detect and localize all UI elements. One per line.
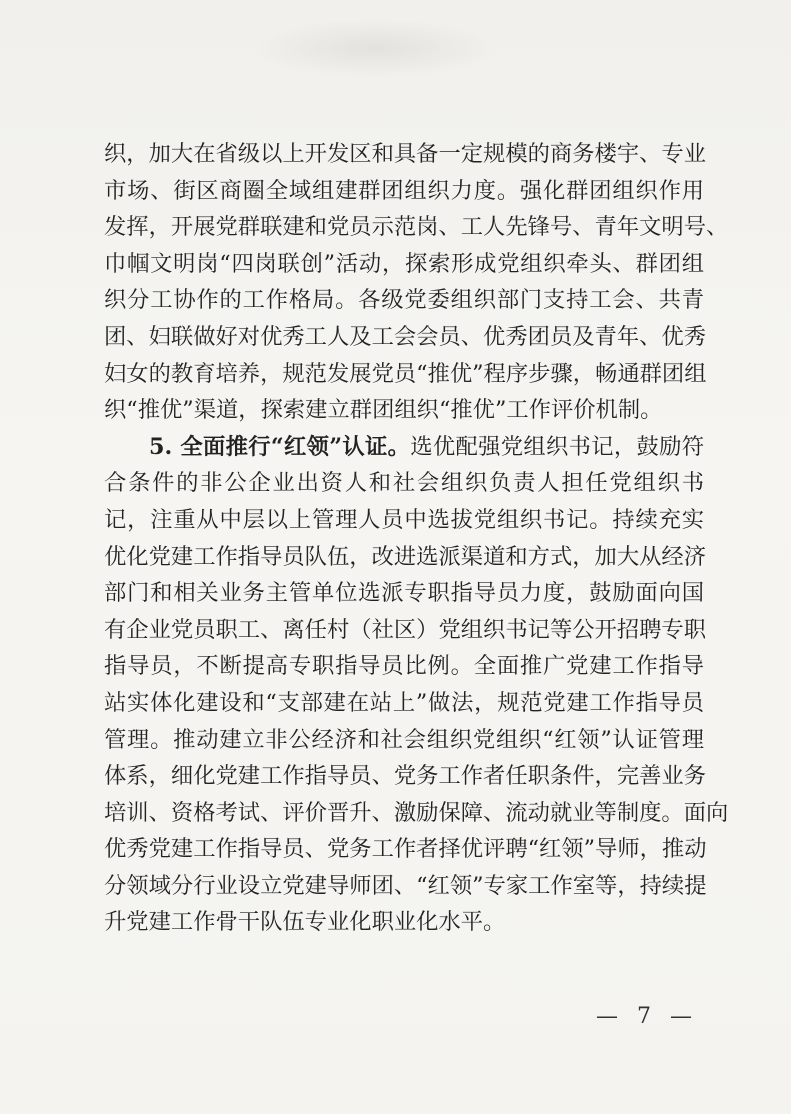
paragraph-2-line: 部门和相关业务主管单位选派专职指导员力度，鼓励面向国 [104, 580, 704, 607]
paragraph-1-line: 妇女的教育培养，规范发展党员“推优”程序步骤，畅通群团组 [104, 360, 707, 387]
paragraph-2-line: 管理。推动建立非公经济和社会组织党组织“红领”认证管理 [104, 726, 704, 753]
paragraph-2-line: 优化党建工作指导员队伍，改进选派渠道和方式，加大从经济 [104, 543, 707, 570]
page-number: — 7 — [596, 1004, 698, 1029]
scan-bleed-through [250, 18, 500, 78]
paragraph-1-line: 发挥，开展党群联建和党员示范岗、工人先锋号、青年文明号、 [104, 214, 729, 241]
paragraph-2-first-line-text: 选优配强党组织书记，鼓励符 [410, 433, 704, 460]
paragraph-2-line: 记，注重从中层以上管理人员中选拔党组织书记。持续充实 [104, 506, 704, 533]
paragraph-1-line: 织，加大在省级以上开发区和具备一定规模的商务楼宇、专业 [104, 141, 707, 167]
paragraph-2-line: 升党建工作骨干队伍专业化职业化水平。 [104, 909, 506, 936]
paragraph-1-line: 团、妇联做好对优秀工人及工会会员、优秀团员及青年、优秀 [104, 323, 707, 350]
paragraph-1-line: 织分工协作的工作格局。各级党委组织部门支持工会、共青 [104, 287, 704, 314]
paragraph-2-line: 体系，细化党建工作指导员、党务工作者任职条件，完善业务 [104, 763, 707, 790]
paragraph-1-line: 织“推优”渠道，探索建立群团组织“推优”工作评价机制。 [104, 397, 663, 424]
paragraph-1-line: 巾帼文明岗“四岗联创”活动，探索形成党组织牵头、群团组 [104, 250, 704, 277]
section-heading: 5. 全面推行“红领”认证。 [149, 433, 411, 460]
paragraph-2-line: 优秀党建工作指导员、党务工作者择优评聘“红领”导师，推动 [104, 836, 707, 863]
document-body [104, 136, 729, 941]
paragraph-2-line: 合条件的非公企业出资人和社会组织负责人担任党组织书 [104, 470, 704, 497]
paragraph-1-line: 市场、街区商圈全域组建群团组织力度。强化群团组织作用 [104, 177, 704, 204]
paragraph-2-line: 指导员，不断提高专职指导员比例。全面推广党建工作指导 [104, 653, 704, 680]
paragraph-2-first-line [104, 429, 704, 466]
paragraph-2-line: 分领域分行业设立党建导师团、“红领”专家工作室等，持续提 [104, 872, 707, 899]
paragraph-2-line: 有企业党员职工、离任村（社区）党组织书记等公开招聘专职 [104, 616, 707, 643]
paragraph-2-line: 站实体化建设和“支部建在站上”做法，规范党建工作指导员 [104, 689, 704, 716]
paragraph-2-line: 培训、资格考试、评价晋升、激励保障、流动就业等制度。面向 [104, 799, 729, 826]
